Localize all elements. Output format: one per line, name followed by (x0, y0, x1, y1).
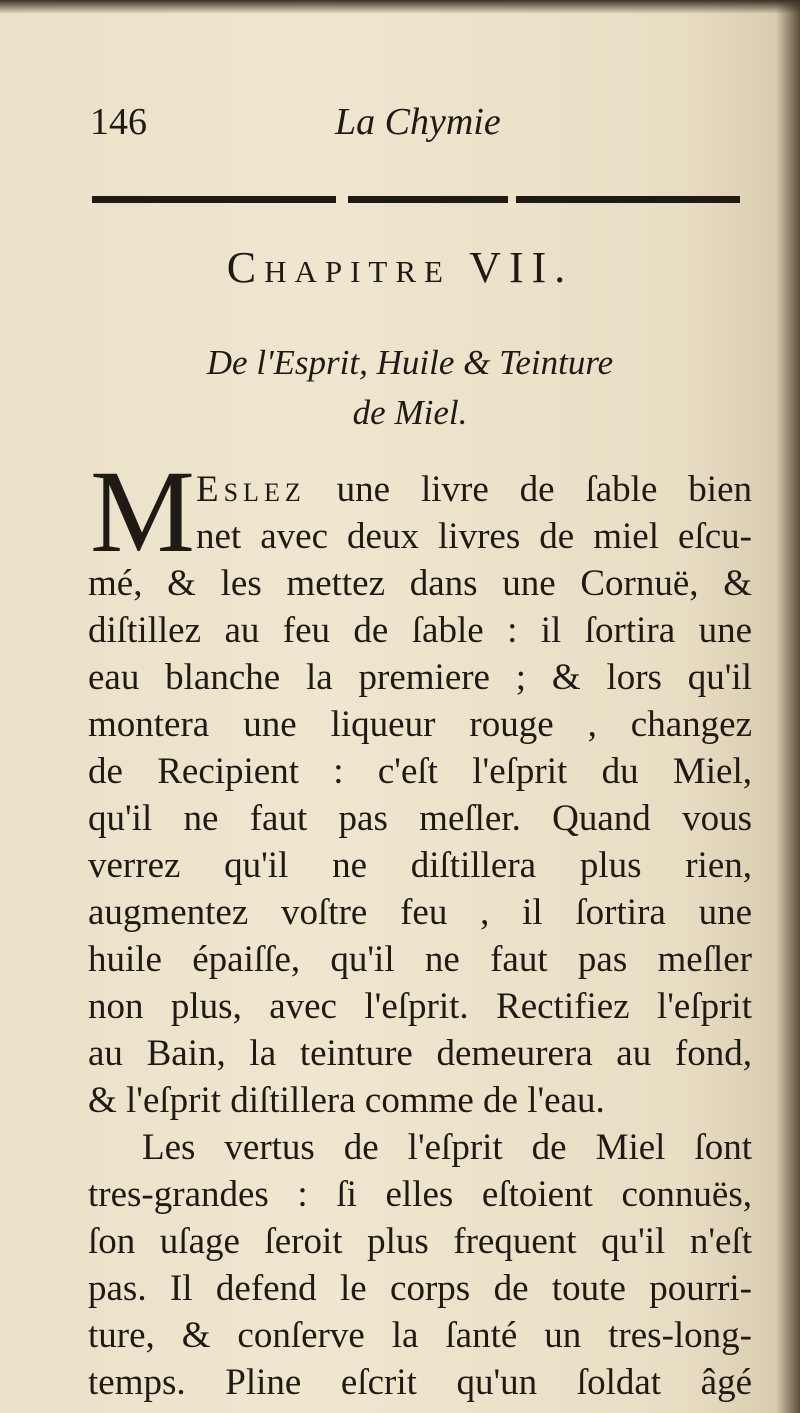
drop-cap: M (90, 446, 195, 577)
text-line: au Bain, la teinture demeurera au fond, (88, 1033, 752, 1074)
text-line: net avec deux livres de miel eſcu- (196, 516, 752, 557)
text-line: Les vertus de l'eſprit de Miel ſont (142, 1127, 752, 1168)
text-line: montera une liqueur rouge , changez (88, 704, 752, 745)
text-line: verrez qu'il ne diſtillera plus rien, (88, 845, 752, 886)
text-fragment: une livre de ſable bien (305, 469, 752, 510)
running-title: La Chymie (335, 101, 501, 143)
text-line: qu'il ne faut pas meſler. Quand vous (88, 798, 752, 839)
text-line: ture, & conſerve la ſanté un tres-long- (88, 1315, 752, 1356)
text-line: huile épaiſſe, qu'il ne faut pas meſler (88, 939, 752, 980)
text-line: tres-grandes : ſi elles eſtoient connuës, (88, 1174, 752, 1215)
text-line (196, 468, 752, 512)
text-line: de Recipient : c'eſt l'eſprit du Miel, (88, 751, 752, 792)
text-line: pas. Il defend le corps de toute pourri- (88, 1268, 752, 1309)
text-line: non plus, avec l'eſprit. Rectifiez l'eſprit (88, 986, 752, 1027)
chapter-subtitle-line: de Miel. (352, 393, 468, 432)
page-edge-shadow (0, 0, 800, 14)
text-line: eau blanche la premiere ; & lors qu'il (88, 657, 752, 698)
chapter-heading: Chapitre VII. (226, 243, 574, 292)
text-line: augmentez voſtre feu , il ſortira une (88, 892, 752, 933)
first-word: Eslez (196, 469, 306, 510)
text-line: mé, & les mettez dans une Cornuë, & (88, 563, 752, 604)
header-rule (92, 196, 740, 204)
chapter-subtitle (100, 338, 720, 438)
text-line: diſtillez au feu de ſable : il ſortira une (88, 610, 752, 651)
chapter-subtitle-line: De l'Esprit, Huile & Teinture (206, 343, 614, 382)
page-number: 146 (90, 101, 147, 143)
text-line: ſon uſage ſeroit plus frequent qu'il n'eſt (88, 1221, 752, 1262)
text-line: temps. Pline eſcrit qu'un ſoldat âgé (88, 1362, 752, 1403)
running-head (90, 100, 750, 160)
text-line: & l'eſprit diſtillera comme de l'eau. (88, 1080, 605, 1121)
